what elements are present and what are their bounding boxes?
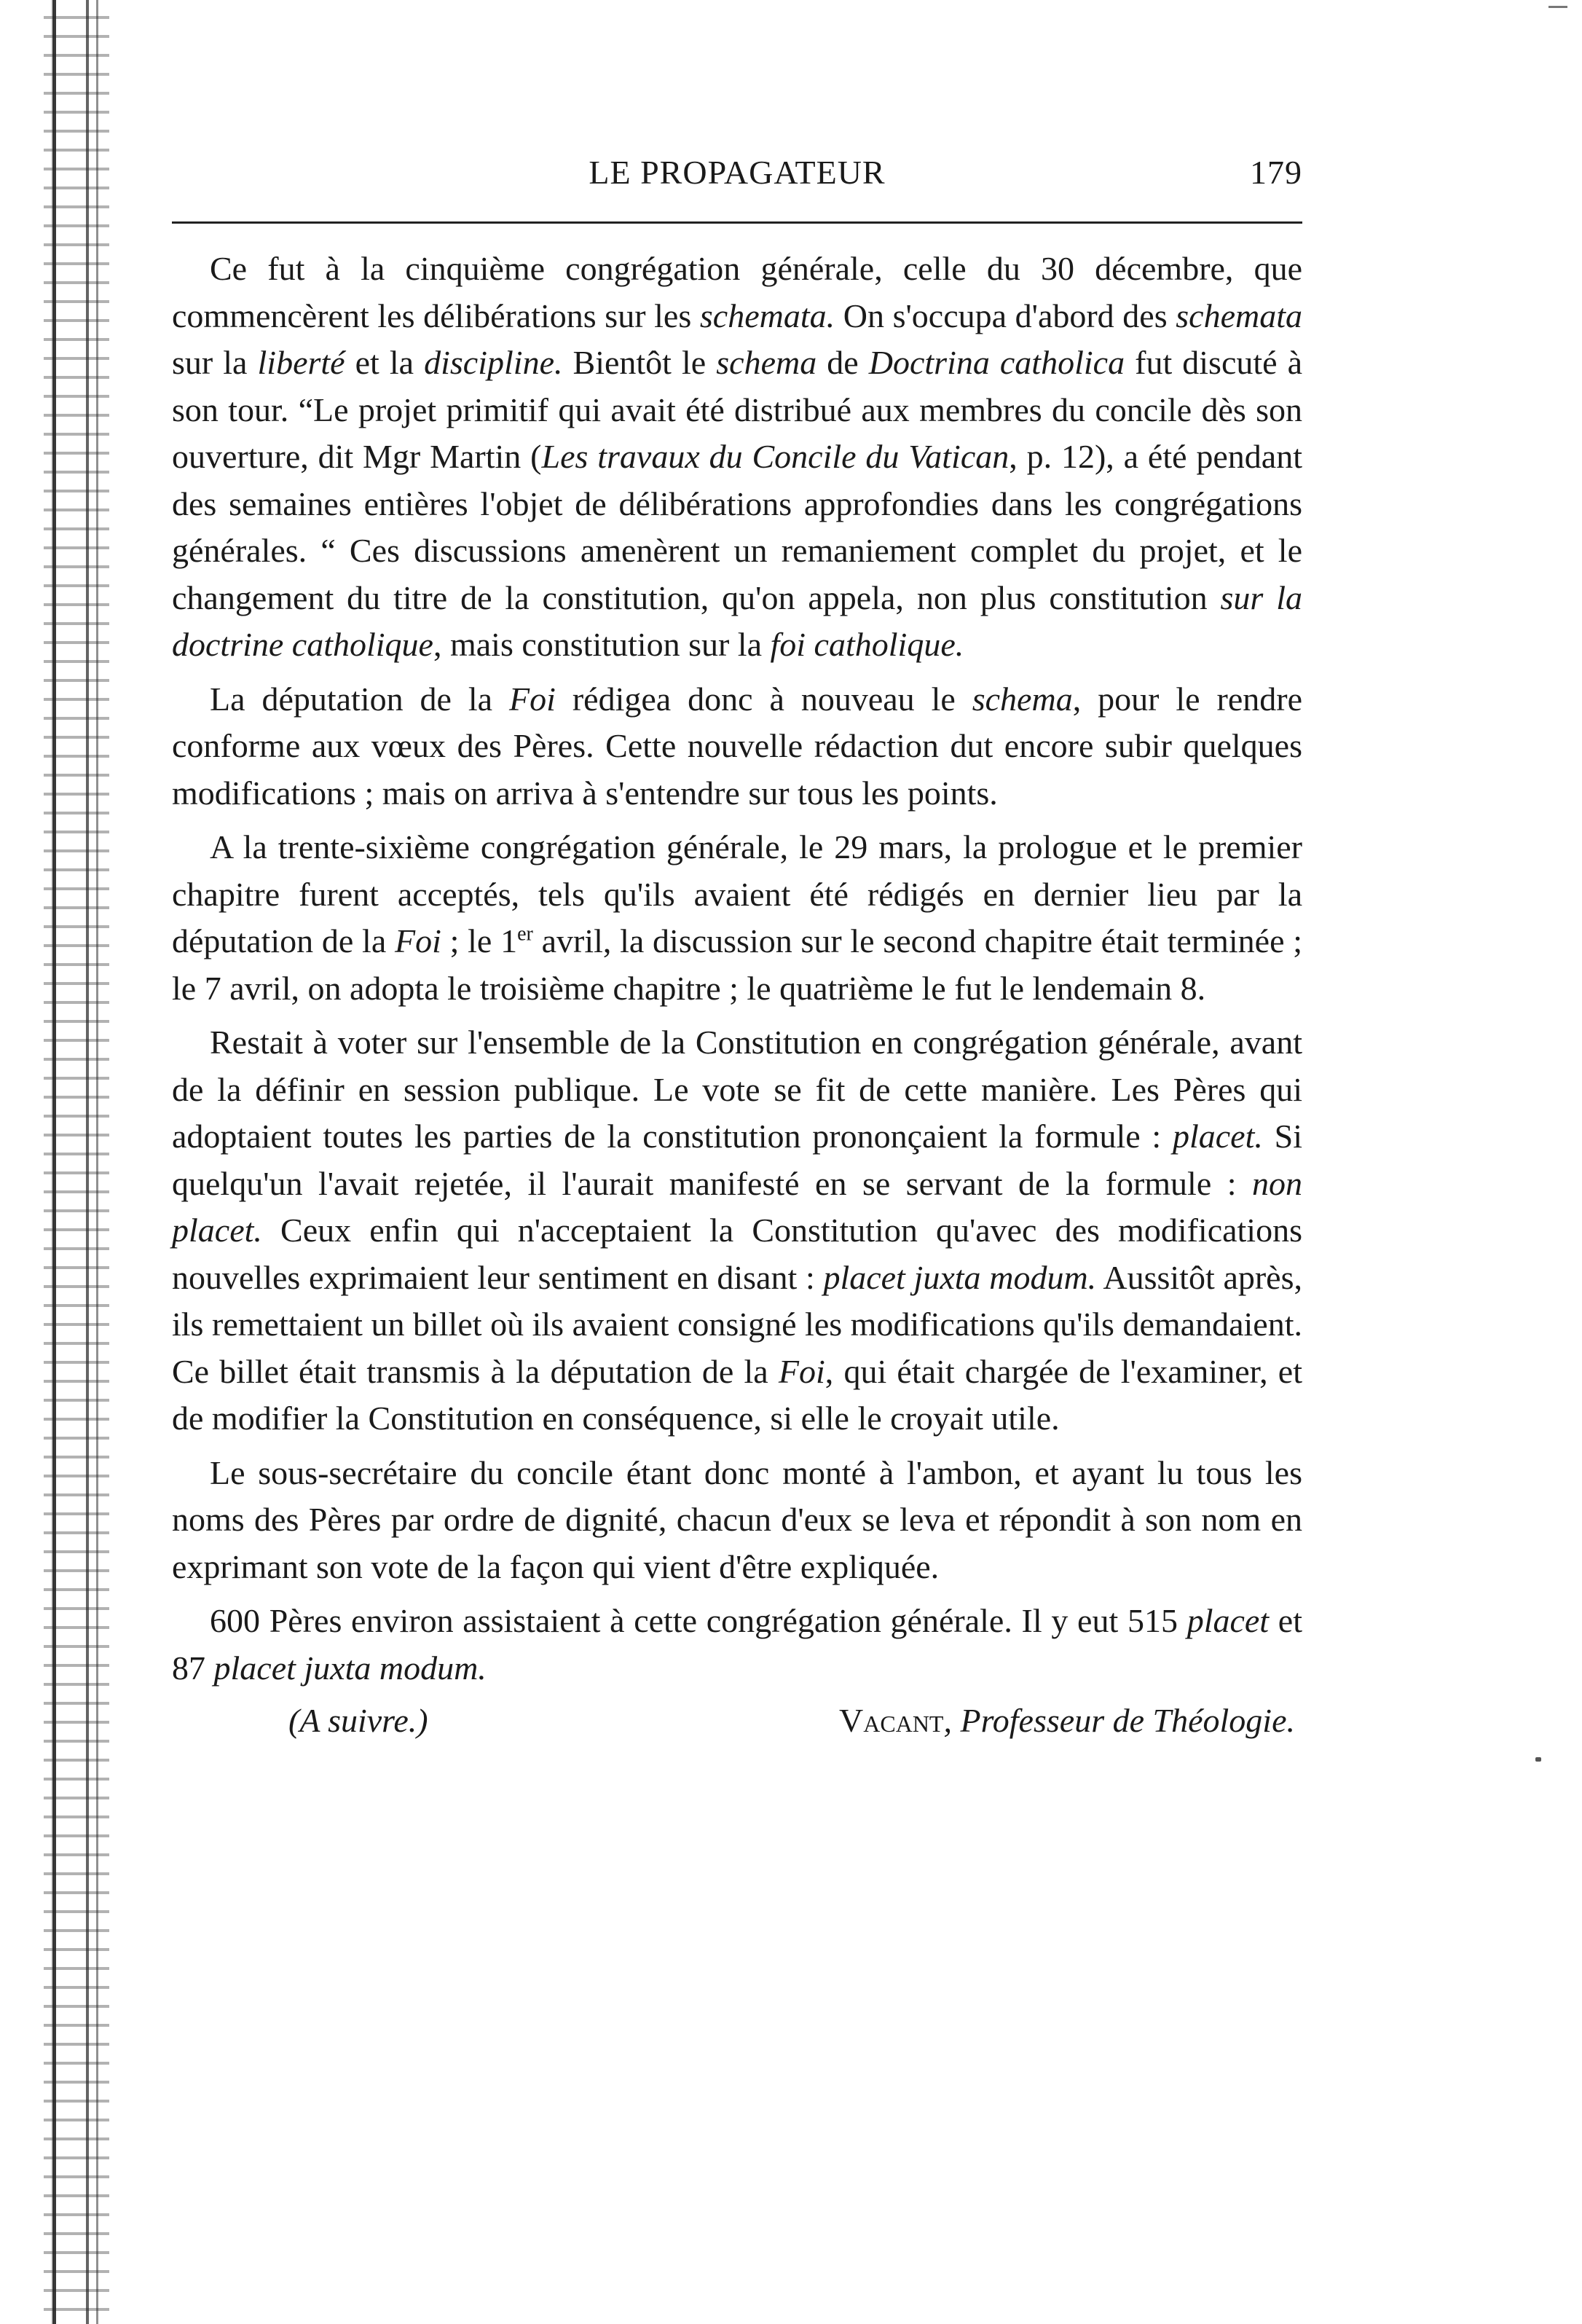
paragraph	[172, 1598, 1302, 1692]
page-content	[172, 153, 1302, 1745]
italic-text: placet	[1186, 1602, 1270, 1639]
author-title: , Professeur de Théologie.	[943, 1702, 1295, 1739]
continued-note: (A suivre.)	[288, 1702, 428, 1739]
italic-text: discipline.	[424, 344, 563, 381]
page-number: 179	[1250, 154, 1302, 191]
text-run: sur la	[172, 344, 258, 381]
italic-text: placet juxta modum.	[823, 1258, 1097, 1296]
italic-text: schemata	[1176, 297, 1302, 334]
binding-line	[86, 0, 89, 2324]
author-signature	[839, 1697, 1302, 1745]
italic-text: Les travaux du Concile du Vatican	[541, 438, 1010, 475]
text-run: , p. 12), a été pendant des semaines entières l'objet de délibérations approfondies dans les congrégations générales. “ Ces discussions amenèrent un remaniement complet du projet, et le changement du titre de la constitution, qu'on appela, non plus constitution	[172, 438, 1302, 616]
text-run: Si quelqu'un l'avait rejetée, il l'aurait manifesté en se servant de la formule :	[172, 1118, 1302, 1202]
text-run: , qui était chargée de l'examiner, et de modifier la Constitution en conséquence, si elle le croyait utile.	[172, 1352, 1302, 1437]
italic-text: Foi	[395, 922, 441, 959]
paragraph	[172, 1450, 1302, 1591]
paragraph	[172, 824, 1302, 1012]
text-run: Aussitôt après, ils remettaient un billet où ils avaient consigné les modifications qu'ils demandaient. Ce billet était transmis à la députation de la	[172, 1258, 1302, 1390]
paragraph	[172, 1019, 1302, 1442]
article-body	[172, 246, 1302, 1692]
italic-text: foi catholique.	[770, 626, 964, 663]
italic-text: schema	[972, 680, 1073, 718]
italic-text: placet juxta modum.	[213, 1649, 487, 1687]
author-name: Vacant	[839, 1702, 944, 1739]
signature-line	[172, 1697, 1302, 1745]
running-head	[172, 153, 1302, 204]
italic-text: non placet.	[172, 1164, 1302, 1249]
scan-mark	[1535, 1757, 1541, 1762]
paragraph	[172, 676, 1302, 817]
text-run: de	[816, 344, 869, 381]
text-run: Bientôt le	[562, 344, 717, 381]
text-run: fut discuté à son tour. “Le projet primitif qui avait été distribué aux membres du concile dès son ouverture, dit Mgr Martin (	[172, 344, 1303, 475]
running-title: LE PROPAGATEUR	[589, 154, 886, 191]
text-run: Ceux enfin qui n'acceptaient la Constitution qu'avec des modifications nouvelles exprimaient leur sentiment en disant :	[172, 1212, 1302, 1296]
scan-mark	[1548, 6, 1567, 8]
italic-text: schema	[716, 344, 817, 381]
binding-line	[52, 0, 56, 2324]
text-run: Le sous-secrétaire du concile étant donc monté à l'ambon, et ayant lu tous les noms des Pères par ordre de dignité, chacun d'eux se leva et répondit à son nom en exprimant son vote de la façon qui vient d'être expliquée.	[172, 1453, 1302, 1585]
italic-text: schemata.	[699, 297, 835, 334]
text-run: et la	[345, 344, 425, 381]
text-run: La députation de la	[210, 680, 510, 718]
header-rule	[172, 221, 1302, 224]
text-run: A la trente-sixième congrégation générale, le 29 mars, la prologue et le premier chapitre furent acceptés, tels qu'ils avaient été rédigés en dernier lieu par la députation de la	[172, 828, 1302, 959]
italic-text: sur la doctrine catholique	[172, 578, 1303, 663]
italic-text: Foi	[778, 1352, 825, 1390]
text-run: On s'occupa d'abord des	[835, 297, 1176, 334]
italic-text: Foi	[509, 680, 556, 718]
text-run: , pour le rendre conforme aux vœux des Pères. Cette nouvelle rédaction dut encore subir quelques modifications ; mais on arriva à s'entendre sur tous les points.	[172, 680, 1302, 812]
italic-text: placet.	[1172, 1118, 1263, 1155]
text-run: Restait à voter sur l'ensemble de la Constitution en congrégation générale, avant de la définir en session publique. Le vote se fit de cette manière. Les Pères qui adoptaient toutes les parties de la constitution prononçaient la formule :	[172, 1024, 1302, 1155]
text-run: , mais constitution sur la	[433, 626, 771, 663]
italic-text: Doctrina catholica	[868, 344, 1125, 381]
text-run: 600 Pères environ assistaient à cette congrégation générale. Il y eut 515	[210, 1602, 1187, 1639]
binding-line	[96, 0, 98, 2324]
text-run: Ce fut à la cinquième congrégation générale, celle du 30 décembre, que commencèrent les délibérations sur les	[172, 250, 1302, 334]
paragraph	[172, 246, 1302, 669]
text-run: et 87	[172, 1602, 1303, 1687]
text-run: ; le 1	[441, 922, 518, 959]
superscript-text: er	[517, 922, 533, 946]
text-run: avril, la discussion sur le second chapitre était terminée ; le 7 avril, on adopta le troisième chapitre ; le quatrième le fut le lendemain 8.	[172, 922, 1302, 1007]
italic-text: liberté	[257, 344, 345, 381]
text-run: rédigea donc à nouveau le	[555, 680, 972, 718]
